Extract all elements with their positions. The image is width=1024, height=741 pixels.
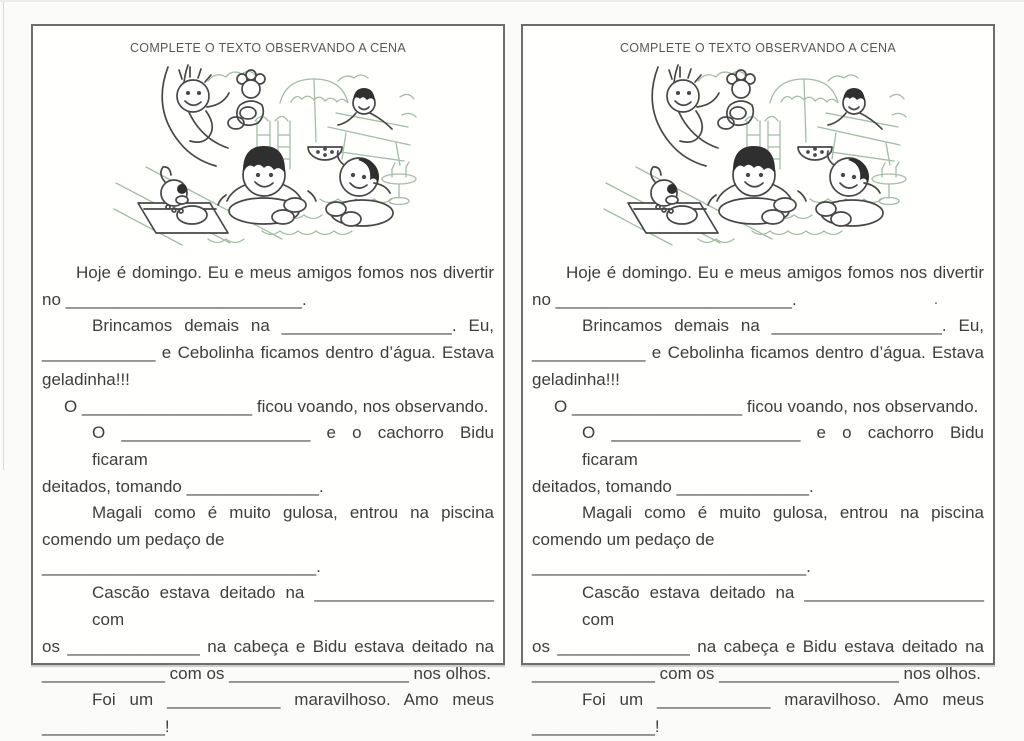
text-line: Cascão estava deitado na ___________________ com — [582, 583, 984, 630]
text-line: O __________________ ficou voando, nos observando. — [554, 396, 979, 416]
text-line: deitados, tomando ______________. — [42, 476, 324, 496]
text-line: geladinha!!! — [532, 369, 620, 389]
text-line: geladinha!!! — [42, 369, 130, 389]
text-line: Magali como é muito gulosa, entrou na piscina — [582, 503, 984, 523]
worksheet-title: COMPLETE O TEXTO OBSERVANDO A CENA — [129, 41, 406, 55]
text-line: ____________ e Cebolinha ficamos dentro d’água. Estava — [532, 343, 984, 363]
text-line: _____________! — [42, 716, 170, 736]
text-line: O ____________________ e o cachorro Bidu ficaram — [92, 423, 494, 469]
text-line: Hoje é domingo. Eu e meus amigos fomos nos divertir — [566, 263, 984, 282]
text-line — [532, 287, 984, 314]
pool-scene-drawing — [602, 63, 914, 249]
pool-scene-illustration — [523, 63, 993, 249]
text-line: no _________________________. — [42, 289, 307, 309]
text-line: Brincamos demais na __________________. Eu, — [92, 316, 494, 336]
worksheet-panel-right — [521, 24, 995, 736]
text-line: deitados, tomando ______________. — [532, 476, 814, 496]
pool-scene-drawing — [112, 63, 424, 249]
text-line: Brincamos demais na __________________. Eu, — [582, 316, 984, 336]
worksheet-title: COMPLETE O TEXTO OBSERVANDO A CENA — [619, 41, 896, 55]
text-line: O __________________ ficou voando, nos observando. — [64, 396, 489, 416]
text-line: Cascão estava deitado na ___________________ com — [92, 583, 494, 630]
text-line: comendo um pedaço de _____________________________. — [532, 530, 811, 576]
text-line: Magali como é muito gulosa, entrou na piscina — [92, 503, 494, 523]
text-line: _____________ com os ___________________ nos olhos. — [42, 663, 492, 683]
text-line: Foi um ____________ maravilhoso. Amo meus — [92, 690, 494, 710]
text-line: O ____________________ e o cachorro Bidu ficaram — [582, 423, 984, 469]
text-line-content: no _________________________. — [532, 289, 797, 309]
text-line: Foi um ____________ maravilhoso. Amo meus — [582, 690, 984, 710]
worksheet-text — [532, 260, 984, 741]
text-line: os ______________ na cabeça e Bidu estava deitado na — [532, 636, 984, 656]
scan-artifact-line — [3, 0, 4, 470]
scan-top-edge — [0, 0, 1024, 2]
worksheet-text — [42, 260, 494, 741]
text-line: comendo um pedaço de _____________________________. — [42, 530, 321, 576]
worksheet-panel-left — [31, 24, 505, 736]
text-line: _____________! — [532, 716, 660, 736]
text-line: _____________ com os ___________________ nos olhos. — [532, 663, 982, 683]
text-line: ____________ e Cebolinha ficamos dentro d’água. Estava — [42, 343, 494, 363]
text-line: os ______________ na cabeça e Bidu estava deitado na — [42, 636, 494, 656]
text-line: Hoje é domingo. Eu e meus amigos fomos nos divertir — [76, 263, 494, 282]
pool-scene-illustration — [33, 63, 503, 249]
stray-period-mark: . — [933, 290, 938, 308]
